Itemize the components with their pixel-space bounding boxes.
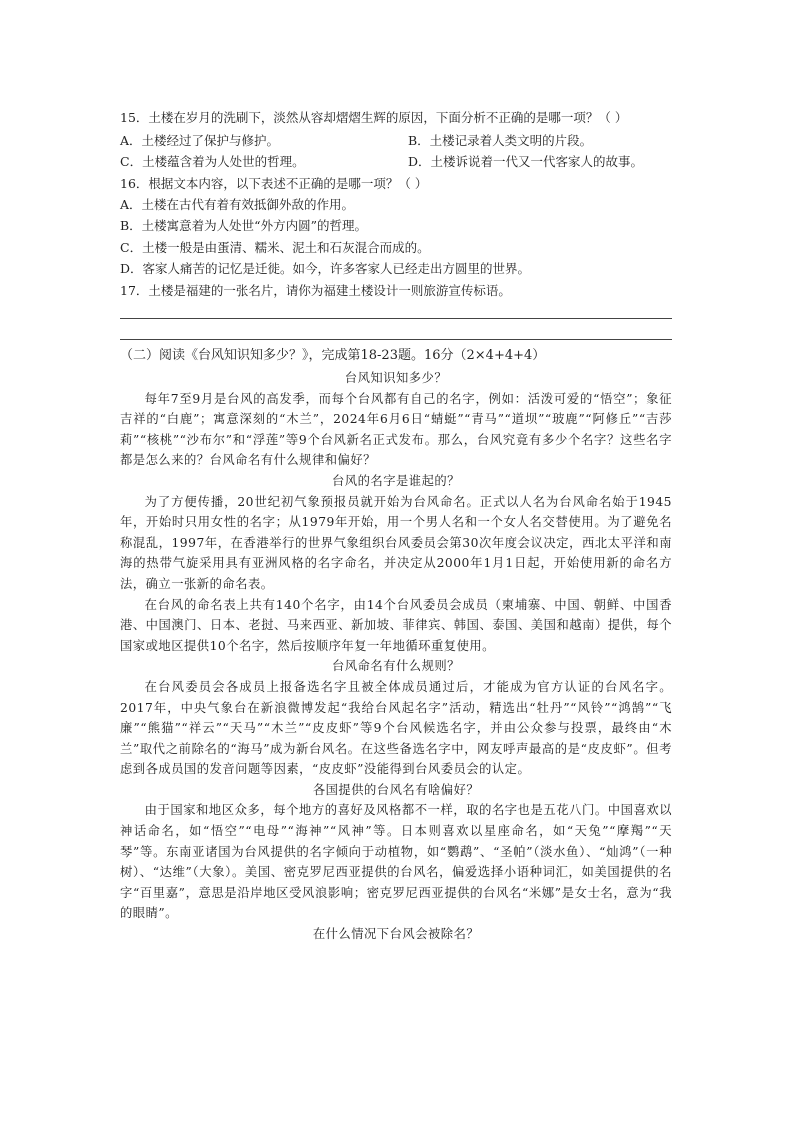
article-subheading-3: 各国提供的台风名有啥偏好？: [312, 782, 480, 797]
answer-line-2: [120, 339, 672, 340]
question-15-options-row-1: [120, 131, 680, 151]
question-16-stem: 16．根据文本内容，以下表述不正确的是哪一项？（ ）: [120, 176, 428, 191]
question-16-option-d: D．客家人痛苦的记忆是迁徙。如今，许多客家人已经走出方圆里的世界。: [120, 261, 531, 276]
article-paragraph-2: 为了方便传播，20世纪初气象预报员就开始为台风命名。正式以人名为台风命名始于1945年，开始时只用女性的名字；从1979年开始，用一个男人名和一个女人名交替使用。为了避免名称混乱，1997年，在香港举行的世界气象组织台风委员会第30次年度会议决定，西北太平洋和南海的热带气旋采用具有亚洲风格的名字命名，并决定从2000年1月1日起，开始使用新的命名方法，确立一张新的命名表。: [120, 494, 672, 591]
question-16-option-b: B．土楼寓意着为人处世“外方内圆”的哲理。: [120, 218, 367, 233]
question-17-stem: 17．土楼是福建的一张名片，请你为福建土楼设计一则旅游宣传标语。: [120, 283, 511, 298]
question-15-option-b: B．土楼记录着人类文明的片段。: [408, 133, 593, 148]
article-paragraph-4: 在台风委员会各成员上报备选名字且被全体成员通过后，才能成为官方认证的台风名字。2017年，中央气象台在新浪微博发起“我给台风起名字”活动，精选出“牡丹”“风铃”“鸿鹄”“飞廉”“熊猫”“祥云”“天马”“木兰”“皮皮虾”等9个台风候选名字，并由公众参与投票，最终由“木兰”取代之前除名的“海马”成为新台风名。在这些备选名字中，网友呼声最高的是“皮皮虾”。但考虑到各成员国的发音问题等因素，“皮皮虾”没能得到台风委员会的认定。: [120, 679, 672, 777]
question-15-stem: 15．土楼在岁月的洗刷下，淡然从容却熠熠生辉的原因，下面分析不正确的是哪一项？（ ）: [120, 110, 628, 125]
section-2-heading: （二）阅读《台风知识知多少？》，完成第18-23题。16分（2×4+4+4）: [120, 348, 546, 363]
article-subheading-4: 在什么情况下台风会被除名？: [312, 927, 480, 942]
question-16-option-c: C．土楼一般是由蛋清、糯米、泥土和石灰混合而成的。: [120, 240, 430, 255]
article-paragraph-5: 由于国家和地区众多，每个地方的喜好及风格都不一样，取的名字也是五花八门。中国喜欢以神话命名，如“悟空”“电母”“海神”“风神”等。日本则喜欢以星座命名，如“天兔”“摩羯”“天琴”等。东南亚诸国为台风提供的名字倾向于动植物，如“鹦鹉”、“圣帕”（淡水鱼）、“灿鸿”（一种树）、“达维”（大象）。美国、密克罗尼西亚提供的台风名，偏爱选择小语种词汇，如美国提供的名字“百里嘉”，意思是沿岸地区受风浪影响；密克罗尼西亚提供的台风名“米娜”是女士名，意为“我的眼睛”。: [120, 803, 672, 921]
article-paragraph-1: 每年7至9月是台风的高发季，而每个台风都有自己的名字，例如：活泼可爱的“悟空”；象征吉祥的“白鹿”；寓意深刻的“木兰”，2024年6月6日“蜻蜓”“青马”“道坝”“玻鹿”“阿修丘”“吉莎莉”“核桃”“沙布尔”和“浮莲”等9个台风新名正式发布。那么，台风究竟有多少个名字？这些名字都是怎么来的？台风命名有什么规律和偏好？: [120, 391, 672, 468]
article-paragraph-3: 在台风的命名表上共有140个名字，由14个台风委员会成员（柬埔寨、中国、朝鲜、中国香港、中国澳门、日本、老挝、马来西亚、新加坡、菲律宾、韩国、泰国、美国和越南）提供，每个国家或地区提供10个名字，然后按顺序年复一年地循环重复使用。: [120, 597, 672, 653]
article-subheading-1: 台风的名字是谁起的？: [332, 473, 460, 488]
question-16-option-a: A．土楼在古代有着有效抵御外敌的作用。: [120, 197, 355, 212]
question-15-option-d: D．土楼诉说着一代又一代客家人的故事。: [408, 154, 644, 169]
article-subheading-2: 台风命名有什么规则？: [332, 659, 460, 674]
question-15-option-c: C．土楼蕴含着为人处世的哲理。: [120, 154, 305, 169]
question-15-options-row-2: [120, 152, 680, 172]
answer-line-1: [120, 318, 672, 319]
article-title: 台风知识知多少？: [344, 371, 448, 385]
reading-article: [120, 368, 672, 945]
question-15-option-a: A．土楼经过了保护与修护。: [120, 133, 280, 148]
